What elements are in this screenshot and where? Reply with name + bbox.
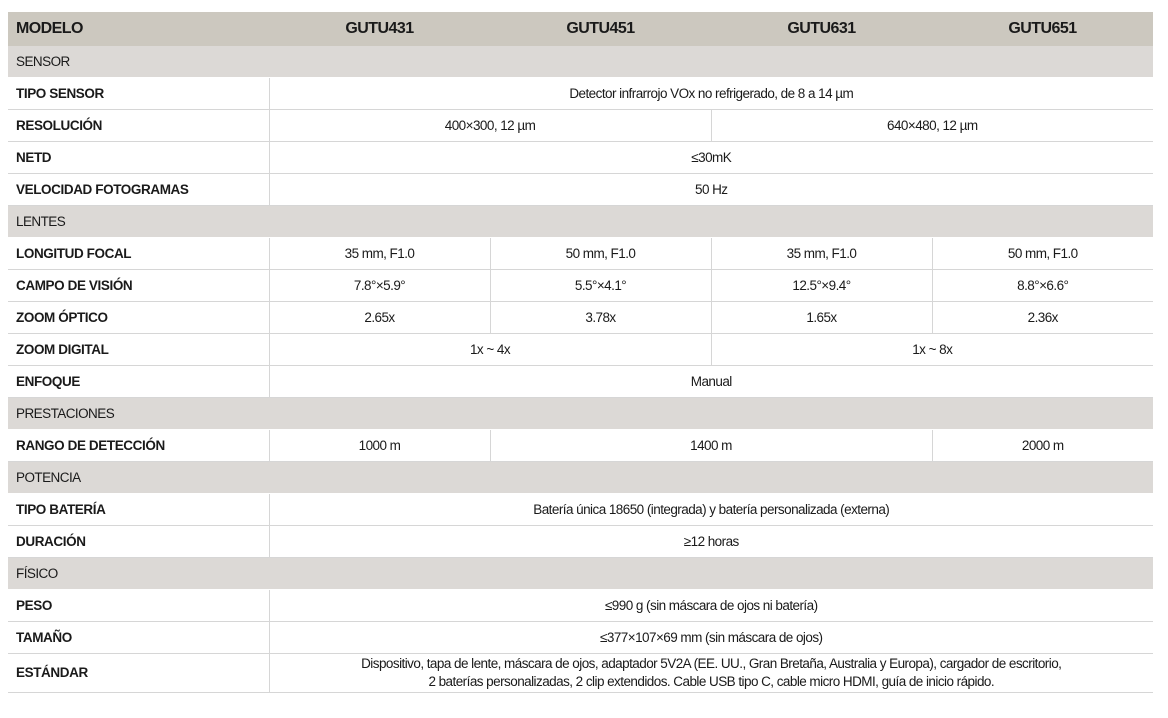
spec-value: 12.5°×9.4° [711, 270, 932, 302]
spec-label: VELOCIDAD FOTOGRAMAS [8, 174, 269, 206]
spec-row [8, 622, 1153, 654]
spec-label: TIPO BATERÍA [8, 494, 269, 526]
spec-value: Batería única 18650 (integrada) y batería personalizada (externa) [269, 494, 1153, 526]
spec-value: 1x ~ 4x [269, 334, 711, 366]
spec-value: Detector infrarrojo VOx no refrigerado, de 8 a 14 µm [269, 78, 1153, 110]
spec-row [8, 654, 1153, 693]
spec-label: ZOOM ÓPTICO [8, 302, 269, 334]
section-row [8, 398, 1153, 430]
spec-row [8, 78, 1153, 110]
spec-label: PESO [8, 590, 269, 622]
spec-value: 1x ~ 8x [711, 334, 1153, 366]
header-label: MODELO [8, 12, 269, 46]
spec-value: ≤30mK [269, 142, 1153, 174]
section-row [8, 558, 1153, 590]
model-header: GUTU651 [932, 12, 1153, 46]
section-title: SENSOR [8, 46, 1153, 78]
spec-value: 1400 m [490, 430, 932, 462]
section-row [8, 462, 1153, 494]
spec-label: DURACIÓN [8, 526, 269, 558]
spec-label: ESTÁNDAR [8, 654, 269, 693]
spec-value: 50 mm, F1.0 [932, 238, 1153, 270]
spec-row [8, 526, 1153, 558]
spec-value: 640×480, 12 µm [711, 110, 1153, 142]
spec-label: RANGO DE DETECCIÓN [8, 430, 269, 462]
section-row [8, 46, 1153, 78]
spec-table [8, 12, 1153, 693]
spec-row [8, 494, 1153, 526]
spec-value: Manual [269, 366, 1153, 398]
spec-row [8, 270, 1153, 302]
spec-row [8, 110, 1153, 142]
spec-value: 50 mm, F1.0 [490, 238, 711, 270]
spec-value: ≥12 horas [269, 526, 1153, 558]
spec-label: ENFOQUE [8, 366, 269, 398]
spec-value: 2000 m [932, 430, 1153, 462]
spec-row [8, 430, 1153, 462]
spec-value: Dispositivo, tapa de lente, máscara de ojos, adaptador 5V2A (EE. UU., Gran Bretaña, Australia y Europa), cargador de escritorio, 2 baterías personalizadas, 2 clip extendidos. Cable USB tipo C, cable micro HDMI, guía de inicio rápido. [269, 654, 1153, 693]
spec-row [8, 366, 1153, 398]
section-row [8, 206, 1153, 238]
spec-row [8, 590, 1153, 622]
spec-label: TAMAÑO [8, 622, 269, 654]
spec-value: 2.36x [932, 302, 1153, 334]
section-title: PRESTACIONES [8, 398, 1153, 430]
model-header: GUTU431 [269, 12, 490, 46]
spec-label: NETD [8, 142, 269, 174]
spec-value: 3.78x [490, 302, 711, 334]
spec-value: 400×300, 12 µm [269, 110, 711, 142]
spec-value: 50 Hz [269, 174, 1153, 206]
spec-row [8, 334, 1153, 366]
spec-row [8, 302, 1153, 334]
spec-value: 35 mm, F1.0 [269, 238, 490, 270]
spec-label: TIPO SENSOR [8, 78, 269, 110]
spec-value: 8.8°×6.6° [932, 270, 1153, 302]
spec-value: 35 mm, F1.0 [711, 238, 932, 270]
section-title: FÍSICO [8, 558, 1153, 590]
spec-label: CAMPO DE VISIÓN [8, 270, 269, 302]
spec-row [8, 142, 1153, 174]
spec-value: 1.65x [711, 302, 932, 334]
spec-value: ≤990 g (sin máscara de ojos ni batería) [269, 590, 1153, 622]
section-title: POTENCIA [8, 462, 1153, 494]
spec-value: 1000 m [269, 430, 490, 462]
spec-label: ZOOM DIGITAL [8, 334, 269, 366]
spec-value: ≤377×107×69 mm (sin máscara de ojos) [269, 622, 1153, 654]
spec-value: 7.8°×5.9° [269, 270, 490, 302]
spec-value: 5.5°×4.1° [490, 270, 711, 302]
spec-row [8, 238, 1153, 270]
spec-label: RESOLUCIÓN [8, 110, 269, 142]
header-row [8, 12, 1153, 46]
spec-value: 2.65x [269, 302, 490, 334]
model-header: GUTU451 [490, 12, 711, 46]
section-title: LENTES [8, 206, 1153, 238]
spec-row [8, 174, 1153, 206]
model-header: GUTU631 [711, 12, 932, 46]
spec-label: LONGITUD FOCAL [8, 238, 269, 270]
